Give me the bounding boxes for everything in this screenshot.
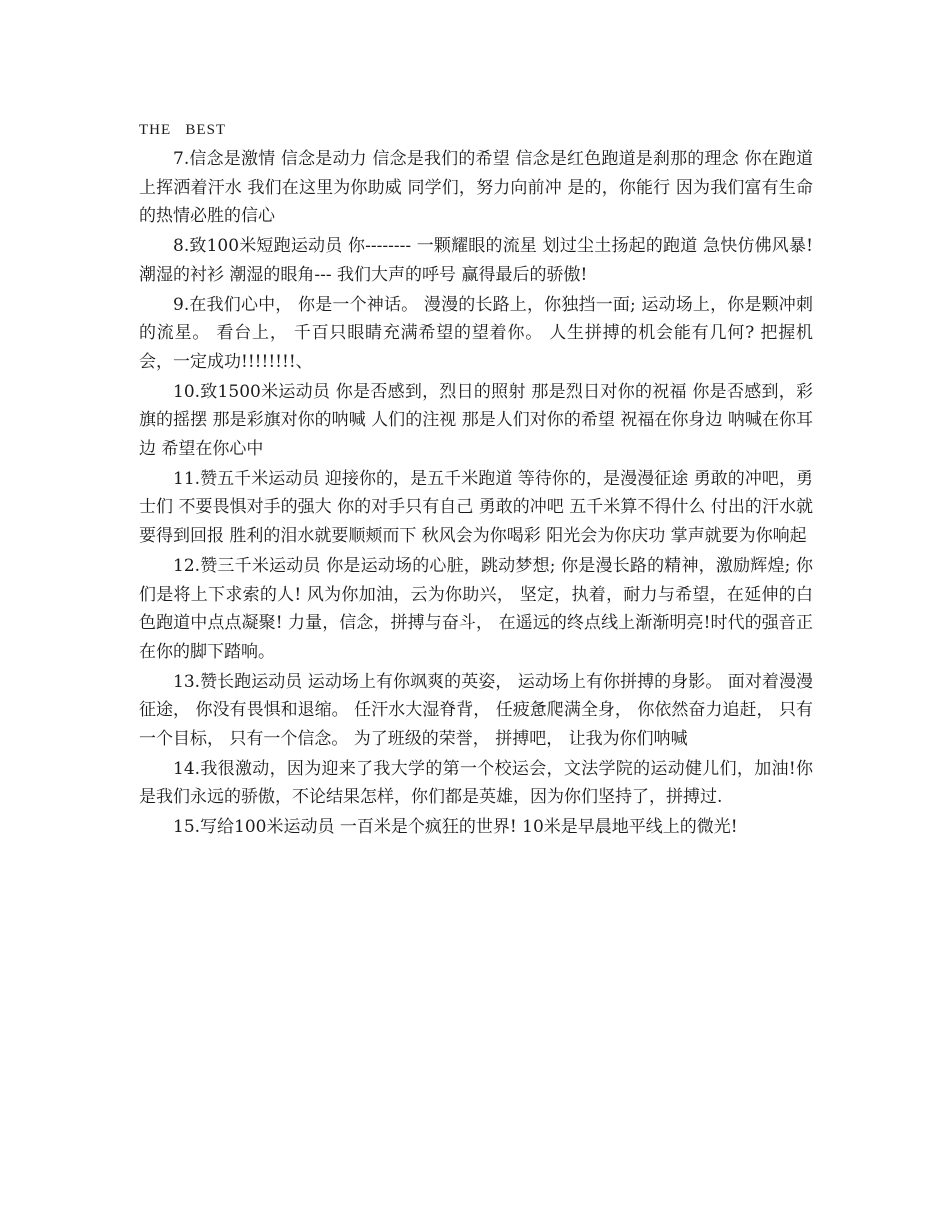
paragraph-14: 14.我很激动，因为迎来了我大学的第一个校运会，文法学院的运动健儿们，加油!你是我们永远的骄傲，不论结果怎样，你们都是英雄，因为你们坚持了，拼搏过.: [139, 758, 813, 808]
page-header: THE BEST: [139, 122, 227, 138]
paragraph-13: 13.赞长跑运动员 运动场上有你飒爽的英姿， 运动场上有你拼搏的身影。 面对着漫漫征途， 你没有畏惧和退缩。 任汗水大湿脊背， 任疲惫爬满全身， 你依然奋力追赶， 只有一个目标， 只有一个信念。 为了班级的荣誉， 拼搏吧， 让我为你们呐喊: [139, 671, 813, 750]
paragraph-12: 12.赞三千米运动员 你是运动场的心脏，跳动梦想; 你是漫长路的精神，激励辉煌; 你们是将上下求索的人! 风为你加油，云为你助兴， 坚定，执着，耐力与希望，在延伸的白色跑道中点点凝聚! 力量，信念，拼搏与奋斗， 在遥远的终点线上渐渐明亮!时代的强音正在你的脚下踏响。: [139, 555, 813, 662]
paragraph-7: 7.信念是激情 信念是动力 信念是我们的希望 信念是红色跑道是刹那的理念 你在跑道上挥洒着汗水 我们在这里为你助威 同学们，努力向前冲 是的，你能行 因为我们富有生命的热情必胜的信心: [139, 149, 813, 227]
paragraph-10: 10.致1500米运动员 你是否感到，烈日的照射 那是烈日对你的祝福 你是否感到，彩旗的摇摆 那是彩旗对你的呐喊 人们的注视 那是人们对你的希望 祝福在你身边 呐喊在你耳边 希望在你心中: [139, 381, 813, 460]
document-page: [139, 117, 813, 843]
paragraph-15: 15.写给100米运动员 一百米是个疯狂的世界! 10米是早晨地平线上的微光!: [173, 817, 738, 838]
paragraph-9: 9.在我们心中， 你是一个神话。 漫漫的长路上，你独挡一面; 运动场上，你是颗冲刺的流星。 看台上， 千百只眼睛充满希望的望着你。 人生拼搏的机会能有几何? 把握机会，一定成功!!!!!!!!、: [139, 294, 813, 372]
paragraph-8: 8.致100米短跑运动员 你-------- 一颗耀眼的流星 划过尘土扬起的跑道 急快仿佛风暴! 潮湿的衬衫 潮湿的眼角--- 我们大声的呼号 赢得最后的骄傲!: [139, 236, 813, 285]
paragraph-11: 11.赞五千米运动员 迎接你的，是五千米跑道 等待你的，是漫漫征途 勇敢的冲吧，勇士们 不要畏惧对手的强大 你的对手只有自己 勇敢的冲吧 五千米算不得什么 付出的汗水就要得到回报 胜利的泪水就要顺颊而下 秋风会为你喝彩 阳光会为你庆功 掌声就要为你响起: [139, 468, 813, 547]
